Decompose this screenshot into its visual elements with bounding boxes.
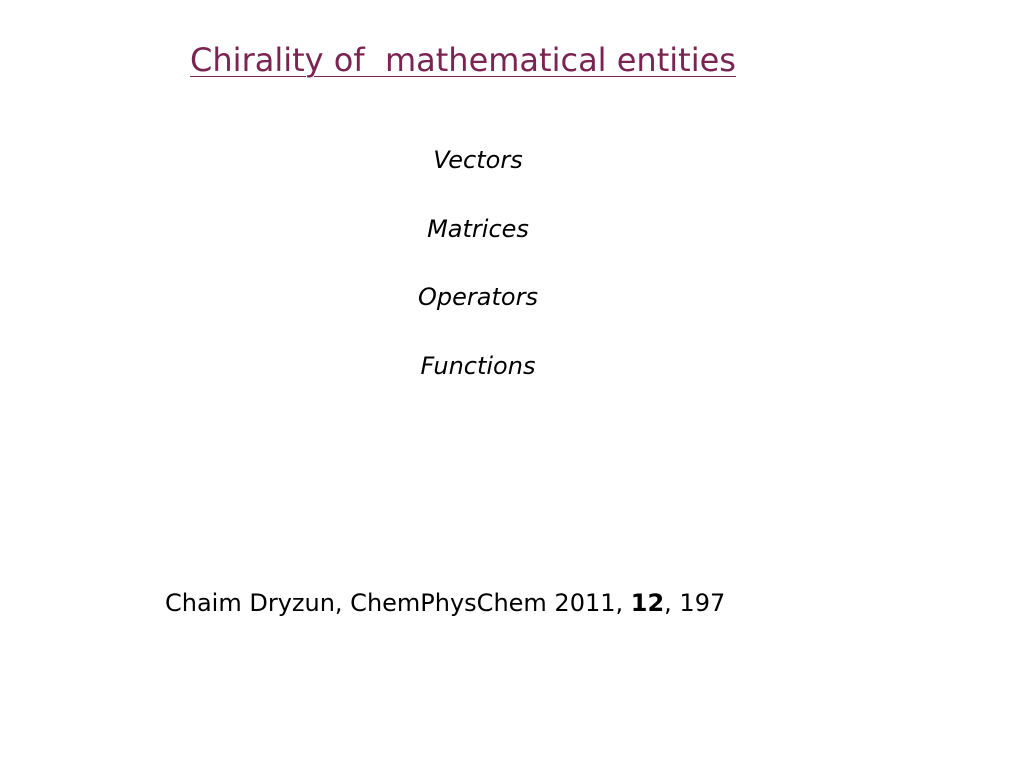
list-item-functions: Functions xyxy=(420,351,536,380)
list-item-operators: Operators xyxy=(418,283,538,311)
citation-source: Chaim Dryzun, ChemPhysChem 2011, xyxy=(165,589,631,617)
slide-title: Chirality of mathematical entities xyxy=(190,41,736,79)
citation-pages: , 197 xyxy=(664,589,726,617)
citation xyxy=(165,586,725,620)
list-item-vectors: Vectors xyxy=(433,146,523,174)
citation-volume: 12 xyxy=(630,589,665,617)
list-item-matrices: Matrices xyxy=(427,214,529,243)
entity-list xyxy=(380,138,576,412)
